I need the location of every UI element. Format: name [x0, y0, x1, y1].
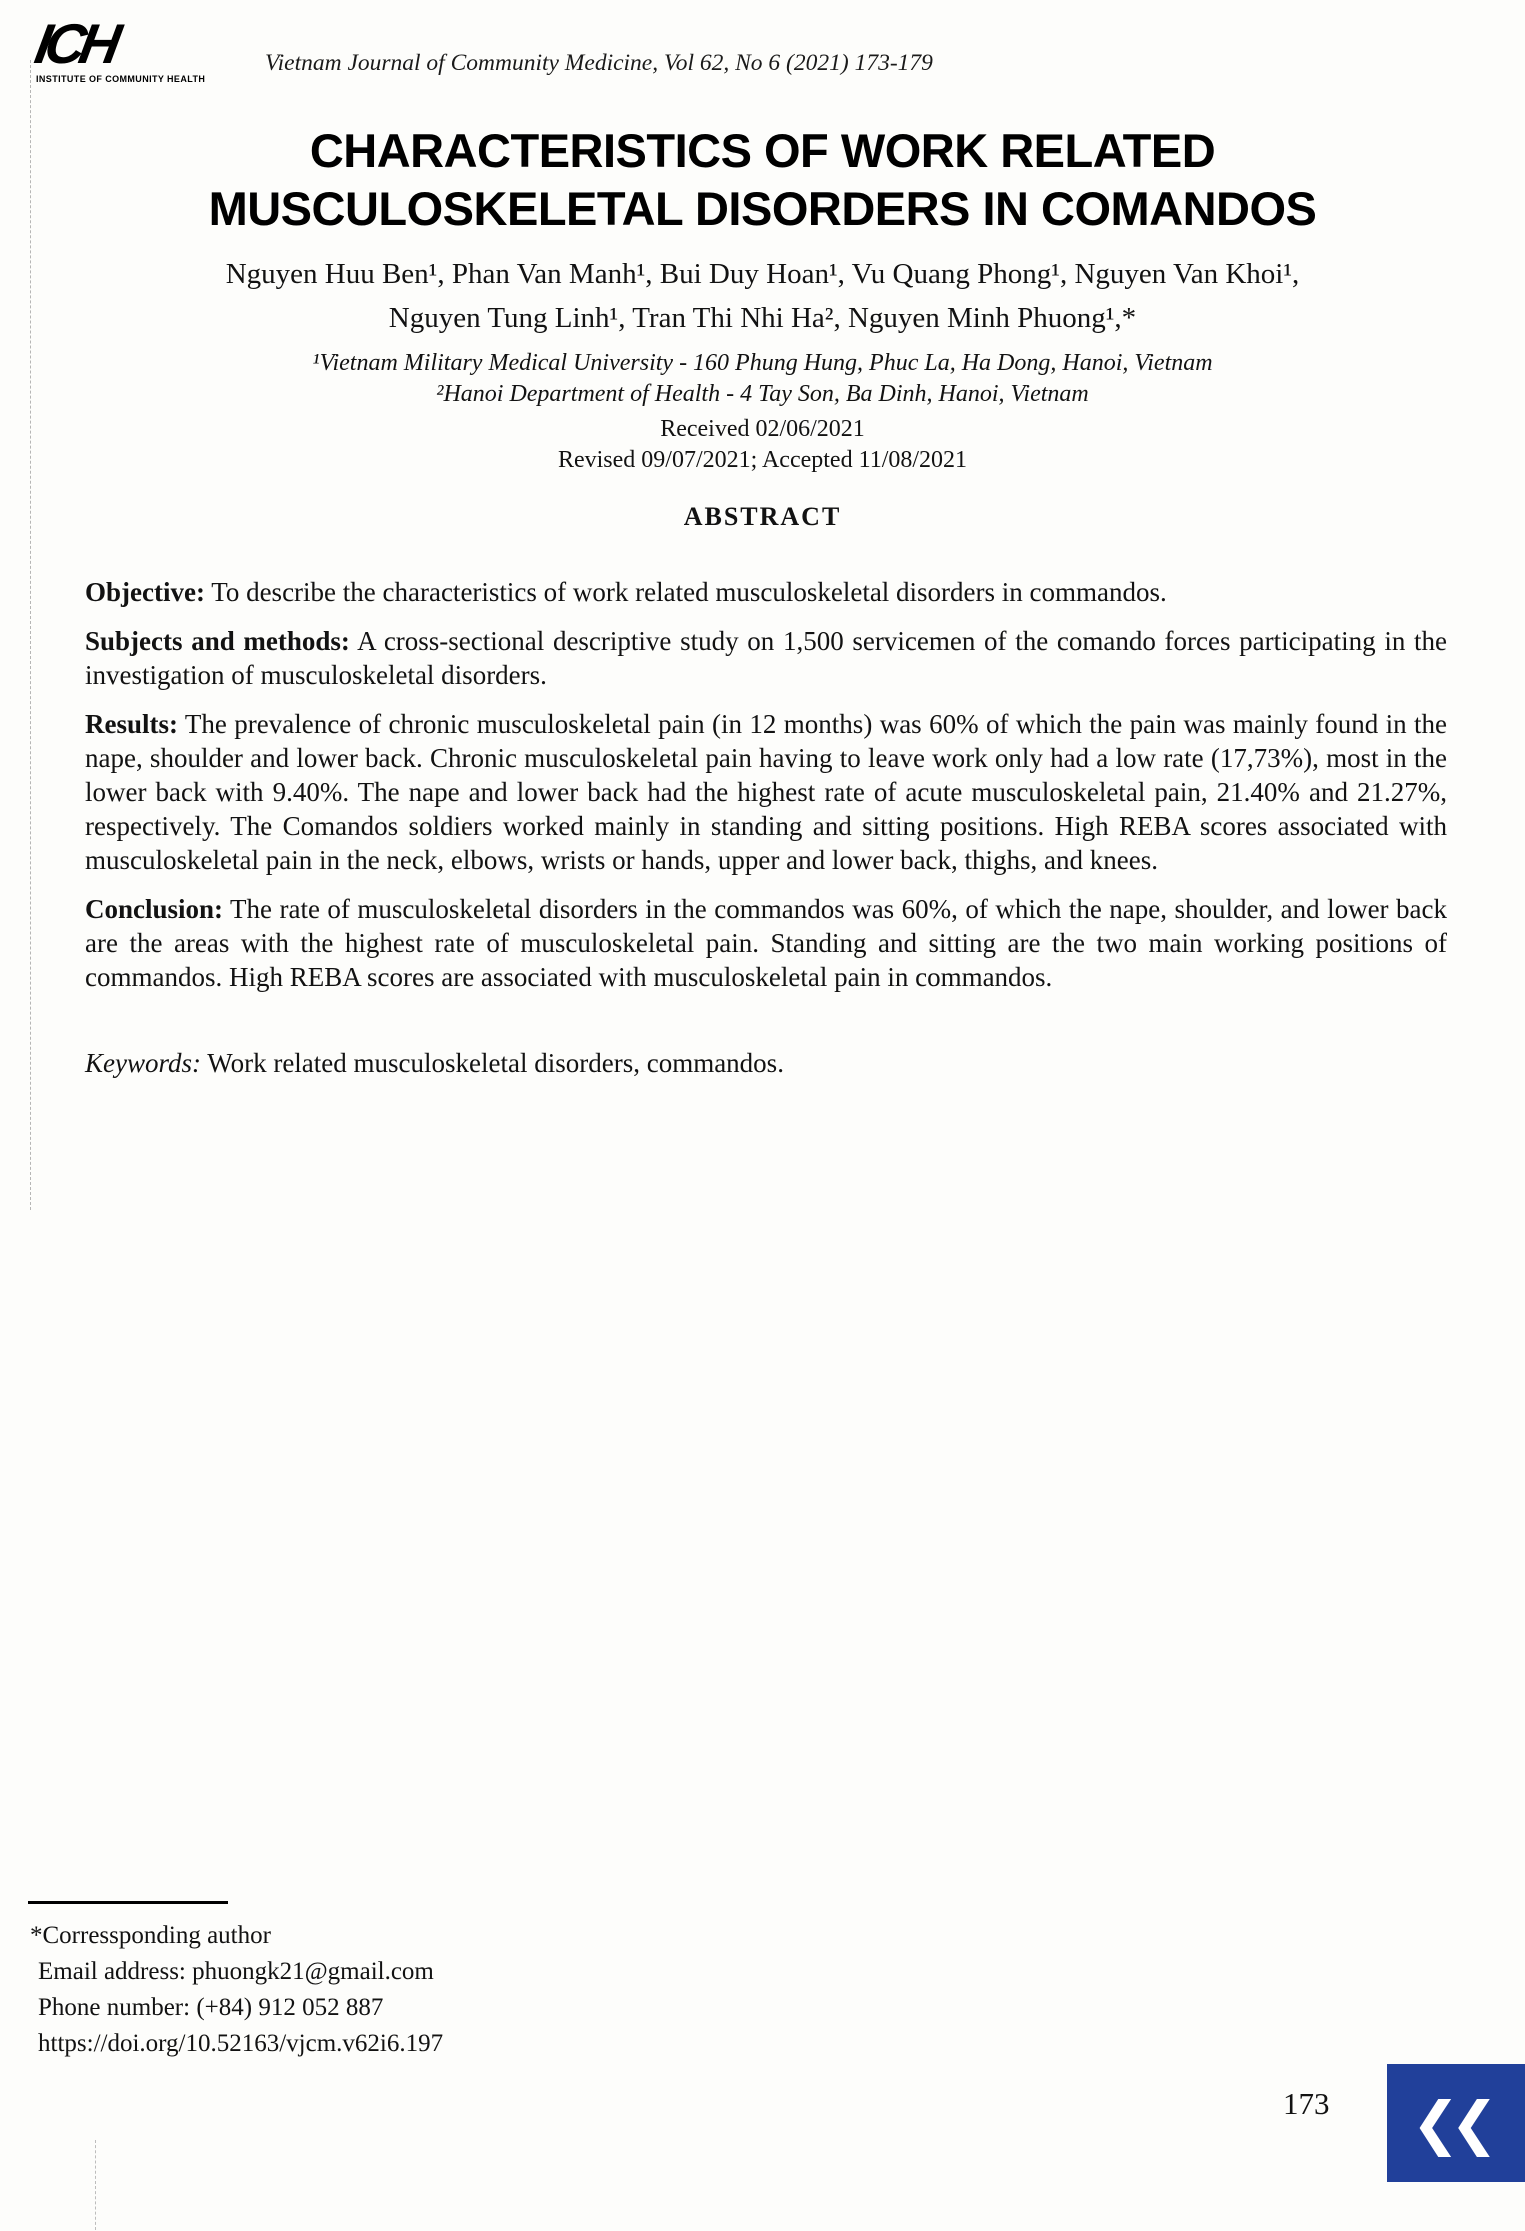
paragraph-label: Subjects and methods:: [85, 626, 350, 656]
affiliation-1: ¹Vietnam Military Medical University - 160 Phung Hung, Phuc La, Ha Dong, Hanoi, Vietnam: [312, 350, 1213, 376]
doi-line: https://doi.org/10.52163/vjcm.v62i6.197: [38, 2030, 444, 2057]
affiliation-2: ²Hanoi Department of Health - 4 Tay Son, Ba Dinh, Hanoi, Vietnam: [436, 381, 1089, 407]
paragraph-text: The prevalence of chronic musculoskeletal pain (in 12 months) was 60% of which the pain was mainly found in the nape, shoulder and lower back. Chronic musculoskeletal pain having to leave work only had a low rate (17,73%), most in the lower back with 9.40%. The nape and lower back had the highest rate of acute musculoskeletal pain, 21.40% and 21.27%, respectively. The Comandos soldiers worked mainly in standing and sitting positions. High REBA scores associated with musculoskeletal pain in the neck, elbows, wrists or hands, upper and lower back, thighs, and knees.: [85, 709, 1447, 875]
scan-artifact-line-bottom: [95, 2140, 96, 2230]
phone-line: Phone number: (+84) 912 052 887: [38, 1994, 384, 2021]
double-chevron-left-icon: ❮❮: [1411, 2089, 1489, 2157]
email-line: Email address: phuongk21@gmail.com: [38, 1958, 434, 1985]
keywords-line: [85, 1046, 1447, 1080]
abstract-paragraph-conclusion: [85, 892, 1447, 994]
corner-mark-icon: [1387, 2064, 1525, 2182]
author-line-1: Nguyen Huu Ben¹, Phan Van Manh¹, Bui Duy Hoan¹, Vu Quang Phong¹, Nguyen Van Khoi¹,: [225, 258, 1300, 290]
logo-caption: INSTITUTE OF COMMUNITY HEALTH: [36, 74, 206, 84]
journal-logo: [30, 12, 206, 84]
revised-accepted-date: Revised 09/07/2021; Accepted 11/08/2021: [557, 447, 968, 473]
paragraph-text: A cross-sectional descriptive study on 1,500 servicemen of the comando forces participating in the investigation of musculoskeletal disorders.: [85, 626, 1447, 690]
paper-title-line2: MUSCULOSKELETAL DISORDERS IN COMANDOS: [208, 182, 1317, 235]
page-number: 173: [1283, 2086, 1330, 2121]
logo-ich-icon: ICH: [30, 12, 121, 75]
paragraph-label: Conclusion:: [85, 894, 224, 924]
abstract-paragraph-methods: [85, 624, 1447, 692]
abstract-body: [85, 575, 1447, 1095]
abstract-paragraph-objective: [85, 575, 1447, 609]
abstract-paragraph-results: [85, 707, 1447, 877]
corresponding-author-line: *Corressponding author: [30, 1922, 271, 1949]
paper-title-line1: CHARACTERISTICS OF WORK RELATED: [309, 124, 1216, 177]
paragraph-label: Results:: [85, 709, 178, 739]
keywords-label: Keywords:: [85, 1048, 201, 1078]
paragraph-text: The rate of musculoskeletal disorders in the commandos was 60%, of which the nape, shoulder, and lower back are the areas with the highest rate of musculoskeletal pain. Standing and sitting are the two main working positions of commandos. High REBA scores are associated with musculoskeletal pain in commandos.: [85, 894, 1447, 992]
paragraph-label: Objective:: [85, 577, 205, 607]
abstract-heading: ABSTRACT: [683, 502, 842, 531]
article-dates: [0, 414, 1525, 476]
keywords-text: Work related musculoskeletal disorders, commandos.: [201, 1048, 784, 1078]
paragraph-text: To describe the characteristics of work related musculoskeletal disorders in commandos.: [204, 577, 1167, 607]
author-list: [0, 252, 1525, 340]
paper-title: [0, 122, 1525, 238]
received-date: Received 02/06/2021: [660, 416, 865, 442]
author-line-2: Nguyen Tung Linh¹, Tran Thi Nhi Ha², Nguyen Minh Phuong¹,*: [388, 302, 1137, 334]
affiliations: [0, 348, 1525, 410]
corresponding-author-footnote: [30, 1918, 443, 2062]
footnote-divider: [28, 1901, 228, 1904]
journal-citation-line: Vietnam Journal of Community Medicine, Vol 62, No 6 (2021) 173-179: [265, 50, 933, 76]
